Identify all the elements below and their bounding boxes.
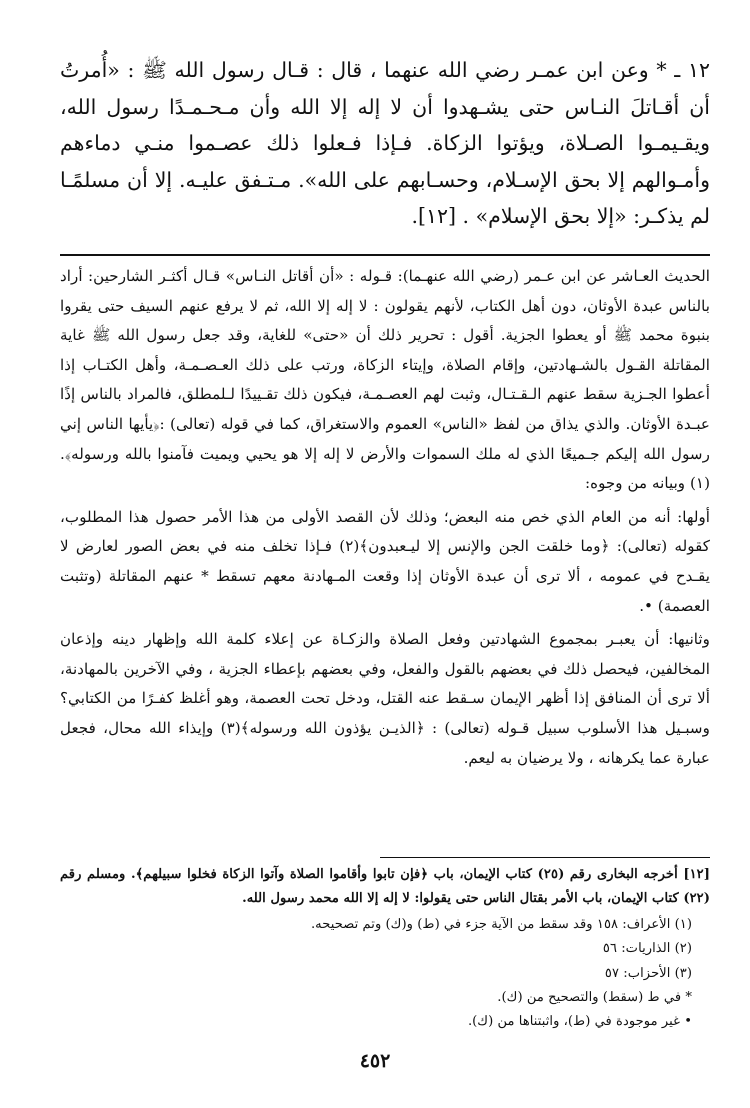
footnote: (١) الأعراف: ١٥٨ وقد سقط من الآية جزء في (ط) و(ك) وتم تصحيحه. [310, 917, 692, 932]
commentary-paragraph: الحديث العـاشر عن ابن عـمر (رضي الله عنهـما): قـوله : «أن أقاتل النـاس» قـال أكثـر الشارحين: أراد بالناس عبدة الأوثان، دون أهل الكتاب، لأنهم يقولون : لا إله إلا الله، ثم لا يرفع عنهم السيف حتى يقروا بنبوة محمد ﷺ أو يعطوا الجزية. أقول : تحرير ذلك أن «حتى» للغاية، وقد جعل رسول الله ﷺ غاية المقاتلة القـول بالشـهادتين، وإقام الصلاة، وإيتاء الزكاة، ورتب على ذلك العـصـمـة، وأهل الكتـاب إذا أعطوا الجـزية سقط عنهم الـقـتـال، وثبت لهم العصـمـة، فيكون ذلك تقـييدًا لـلمطلق، فالمراد بالناس إذًا عبـدة الأوثان. والذي يذاق من لفظ «الناس» العموم والاستغراق، كما في قوله (تعالى) :﴿يأيها الناس إني رسول الله إليكم جـميعًا الذي له ملك السموات والأرض لا إله إلا هو يحيي ويميت فآمنوا بالله ورسوله﴾.(١) وبيانه من وجوه: [60, 267, 710, 493]
footnote: (٣) الأحزاب: ٥٧ [604, 965, 692, 981]
section-divider [60, 254, 710, 256]
commentary-paragraph: وثانيها: أن يعبـر بمجموع الشهادتين وفعل الصلاة والزكـاة عن إعلاء كلمة الله وإظهار دينه وإذعان المخالفين، فيحصل ذلك في بعضهم بالقول والفعل، وفي بعضهم بإعطاء الجزية ، وفي الآخرين بالمهادنة، ألا ترى أن المنافق إذا أظهر الإيمان سـقط عنه القتل، ودخل تحت العصمة، وهو أغلظ كفـرًا من الكتابي؟ وسبـيل هذا الأسلوب سبيل قـوله (تعالى) : ﴿الذيـن يؤذون الله ورسوله﴾(٣) وإيذاء الله محال، فجعل عبارة عما يكرهانه ، ولا يرضيان به ليعم. [60, 630, 710, 767]
footnotes [60, 863, 710, 1034]
footnote: (٢) الذاريات: ٥٦ [602, 941, 692, 957]
footnote: • غير موجودة في (ط)، واثبتناها من (ك). [467, 1014, 692, 1030]
commentary-paragraph: أولها: أنه من العام الذي خص منه البعض؛ وذلك لأن القصد الأولى من هذا الأمر حصول هذا المطلوب، كقوله (تعالى): ﴿وما خلقت الجن والإنس إلا ليـعبدون﴾(٢) فـإذا تخلف منه في بعض الصور لعارض لا يقـدح في عمومه ، ألا ترى أن عبدة الأوثان إذا وقعت المـهادنة معهم تسقط * عنهم المقاتلة (وتثبت العصمة) •. [60, 507, 710, 615]
footnote: * في ط (سقط) والتصحيح من (ك). [497, 989, 692, 1005]
hadith-text: ١٢ ـ * وعن ابن عمـر رضي الله عنهما ، قال : قـال رسول الله ﷺ : «أُمرتُ أن أقـاتلَ النـاس حتى يشـهدوا أن لا إله إلا الله وأن مـحـمـدًا رسول الله، ويقـيمـوا الصـلاة، ويؤتوا الزكاة. فـإذا فـعلوا ذلك عصـموا منـي دماءهم وأمـوالهم إلا بحق الإسـلام، وحسـابهم على الله». مـتـفق عليـه. إلا أن مسلمًـا لم يذكـر: «إلا بحق الإسلام» . [١٢]. [60, 58, 710, 228]
footnote-divider [380, 857, 710, 858]
hadith-source-note: [١٢] أخرجه البخارى رقم (٢٥) كتاب الإيمان، باب ﴿فإن تابوا وأقاموا الصلاة وآتوا الزكاة فخلوا سبيلهم﴾. ومسلم رقم (٢٢) كتاب الإيمان، باب الأمر بقتال الناس حتى يقولوا: لا إله إلا الله محمد رسول الله. [60, 867, 710, 906]
commentary [60, 262, 710, 777]
page-number: ٤٥٢ [359, 1050, 391, 1072]
